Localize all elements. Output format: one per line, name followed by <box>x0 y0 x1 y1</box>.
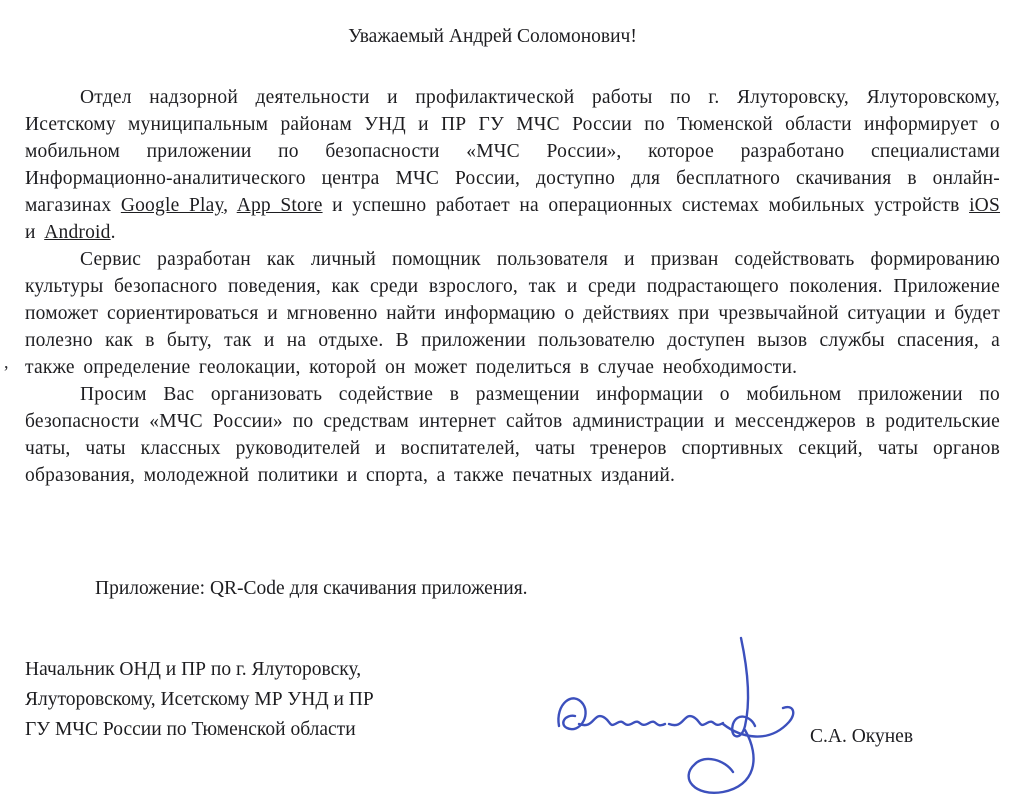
signature-position-block <box>25 655 374 745</box>
underlined-term: App Store <box>236 195 323 216</box>
paragraph-text: и успешно работает на операционных системах мобильных устройств <box>322 195 970 216</box>
paragraph <box>25 84 1000 246</box>
signature-position-line: Начальник ОНД и ПР по г. Ялуторовску, <box>25 659 362 680</box>
attachment-line: Приложение: QR-Code для скачивания приложения. <box>95 578 528 599</box>
paragraph-text: Сервис разработан как личный помощник пользователя и призван содействовать формированию культуры безопасного поведения, как среди взрослого, так и среди подрастающего поколения. Приложение поможет сориентироваться и мгновенно найти информацию о действиях при чрезвычайной ситуации и будет полезно как в быту, так и на отдыхе. В приложении пользователю доступен вызов службы спасения, а также определение геолокации, которой он может поделиться в случае необходимости. <box>25 249 1000 378</box>
paragraph-text: . <box>110 222 116 243</box>
paragraph-text: Отдел надзорной деятельности и профилактической работы по г. Ялуторовску, Ялуторовскому, Исетскому муниципальным районам УНД и ПР ГУ МЧС России по Тюменской области информирует о мобильном приложении по безопасности «МЧС России», которое разработано специалистами Информационно-аналитического центра МЧС России, доступно для бесплатного скачивания в онлайн-магазинах <box>25 87 1000 216</box>
underlined-term: iOS <box>969 195 1001 216</box>
handwritten-signature <box>545 626 815 798</box>
signature-ink <box>558 638 793 793</box>
signature-position-line: Ялуторовскому, Исетскому МР УНД и ПР <box>25 689 374 710</box>
paragraph-text: , <box>223 195 237 216</box>
letter-body <box>25 84 1000 489</box>
paragraph <box>25 381 1000 489</box>
scan-artifact-mark: , <box>4 352 9 372</box>
salutation: Уважаемый Андрей Соломонович! <box>348 26 637 47</box>
paragraph-text: и <box>25 222 45 243</box>
paragraph <box>25 246 1000 381</box>
underlined-term: Google Play <box>120 195 224 216</box>
signature-position-line: ГУ МЧС России по Тюменской области <box>25 719 356 740</box>
paragraph-text: Просим Вас организовать содействие в размещении информации о мобильном приложении по безопасности «МЧС России» по средствам интернет сайтов администрации и мессенджеров в родительские чаты, чаты классных руководителей и воспитателей, чаты тренеров спортивных секций, чаты органов образования, молодежной политики и спорта, а также печатных изданий. <box>25 384 1000 486</box>
signatory-name: С.А. Окунев <box>810 726 914 747</box>
underlined-term: Android <box>44 222 111 243</box>
